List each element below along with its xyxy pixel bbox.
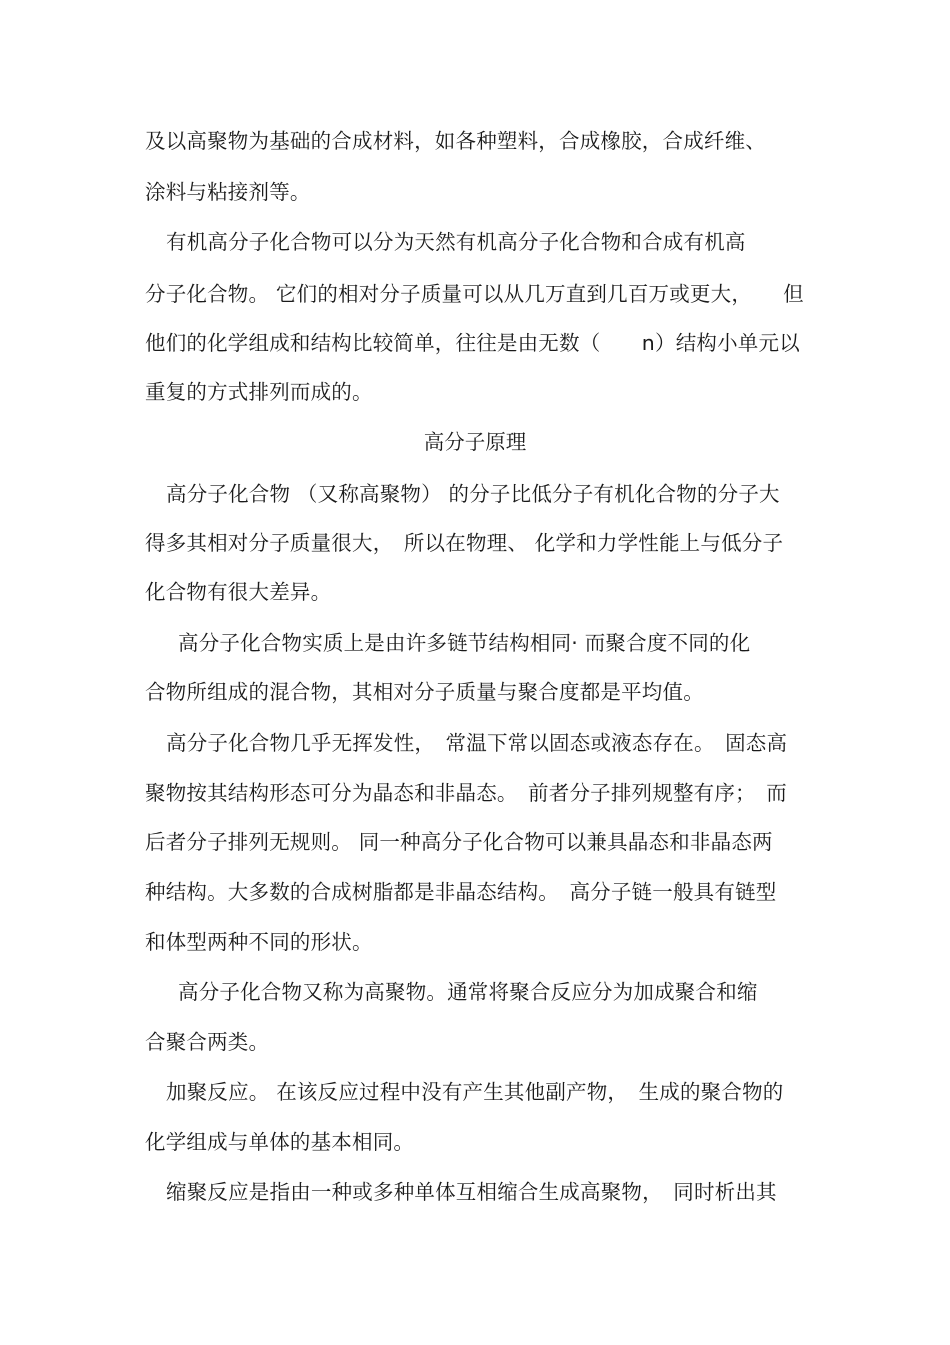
text-line: 高分子化合物 （又称高聚物） 的分子比低分子有机化合物的分子大 xyxy=(166,482,780,506)
text-line: 合物所组成的混合物，其相对分子质量与聚合度都是平均值。 xyxy=(145,680,704,704)
text-line: 种结构。大多数的合成树脂都是非晶态结构。 高分子链一般具有链型 xyxy=(145,880,777,904)
text-line: 聚物按其结构形态可分为晶态和非晶态。 前者分子排列规整有序； 而 xyxy=(145,781,787,805)
text-line: 合聚合两类。 xyxy=(145,1030,270,1054)
section-heading: 高分子原理 xyxy=(423,430,527,454)
text-line: 有机高分子化合物可以分为天然有机高分子化合物和合成有机高 xyxy=(166,230,746,254)
text-line: 及以高聚物为基础的合成材料，如各种塑料，合成橡胶，合成纤维、 xyxy=(145,129,766,153)
text-line: 高分子化合物几乎无挥发性， 常温下常以固态或液态存在。 固态高 xyxy=(166,731,788,755)
text-line: 得多其相对分子质量很大， 所以在物理、 化学和力学性能上与低分子 xyxy=(145,531,784,555)
text-line: 分子化合物。 它们的相对分子质量可以从几万直到几百万或更大， 但 xyxy=(145,282,804,306)
text-line: 高分子化合物实质上是由许多链节结构相同· 而聚合度不同的化 xyxy=(178,631,751,655)
text-line: 化学组成与单体的基本相同。 xyxy=(145,1130,415,1154)
text-line: 他们的化学组成和结构比较简单，往往是由无数（ n）结构小单元以 xyxy=(145,331,800,355)
text-line: 涂料与粘接剂等。 xyxy=(145,180,311,204)
text-line: 化合物有很大差异。 xyxy=(145,580,332,604)
text-line: 缩聚反应是指由一种或多种单体互相缩合生成高聚物， 同时析出其 xyxy=(166,1180,777,1204)
text-line: 后者分子排列无规则。 同一种高分子化合物可以兼具晶态和非晶态两 xyxy=(145,830,773,854)
text-line: 高分子化合物又称为高聚物。通常将聚合反应分为加成聚合和缩 xyxy=(178,980,758,1004)
text-line: 加聚反应。 在该反应过程中没有产生其他副产物， 生成的聚合物的 xyxy=(166,1080,784,1104)
text-line: 和体型两种不同的形状。 xyxy=(145,930,373,954)
text-line: 重复的方式排列而成的。 xyxy=(145,380,373,404)
